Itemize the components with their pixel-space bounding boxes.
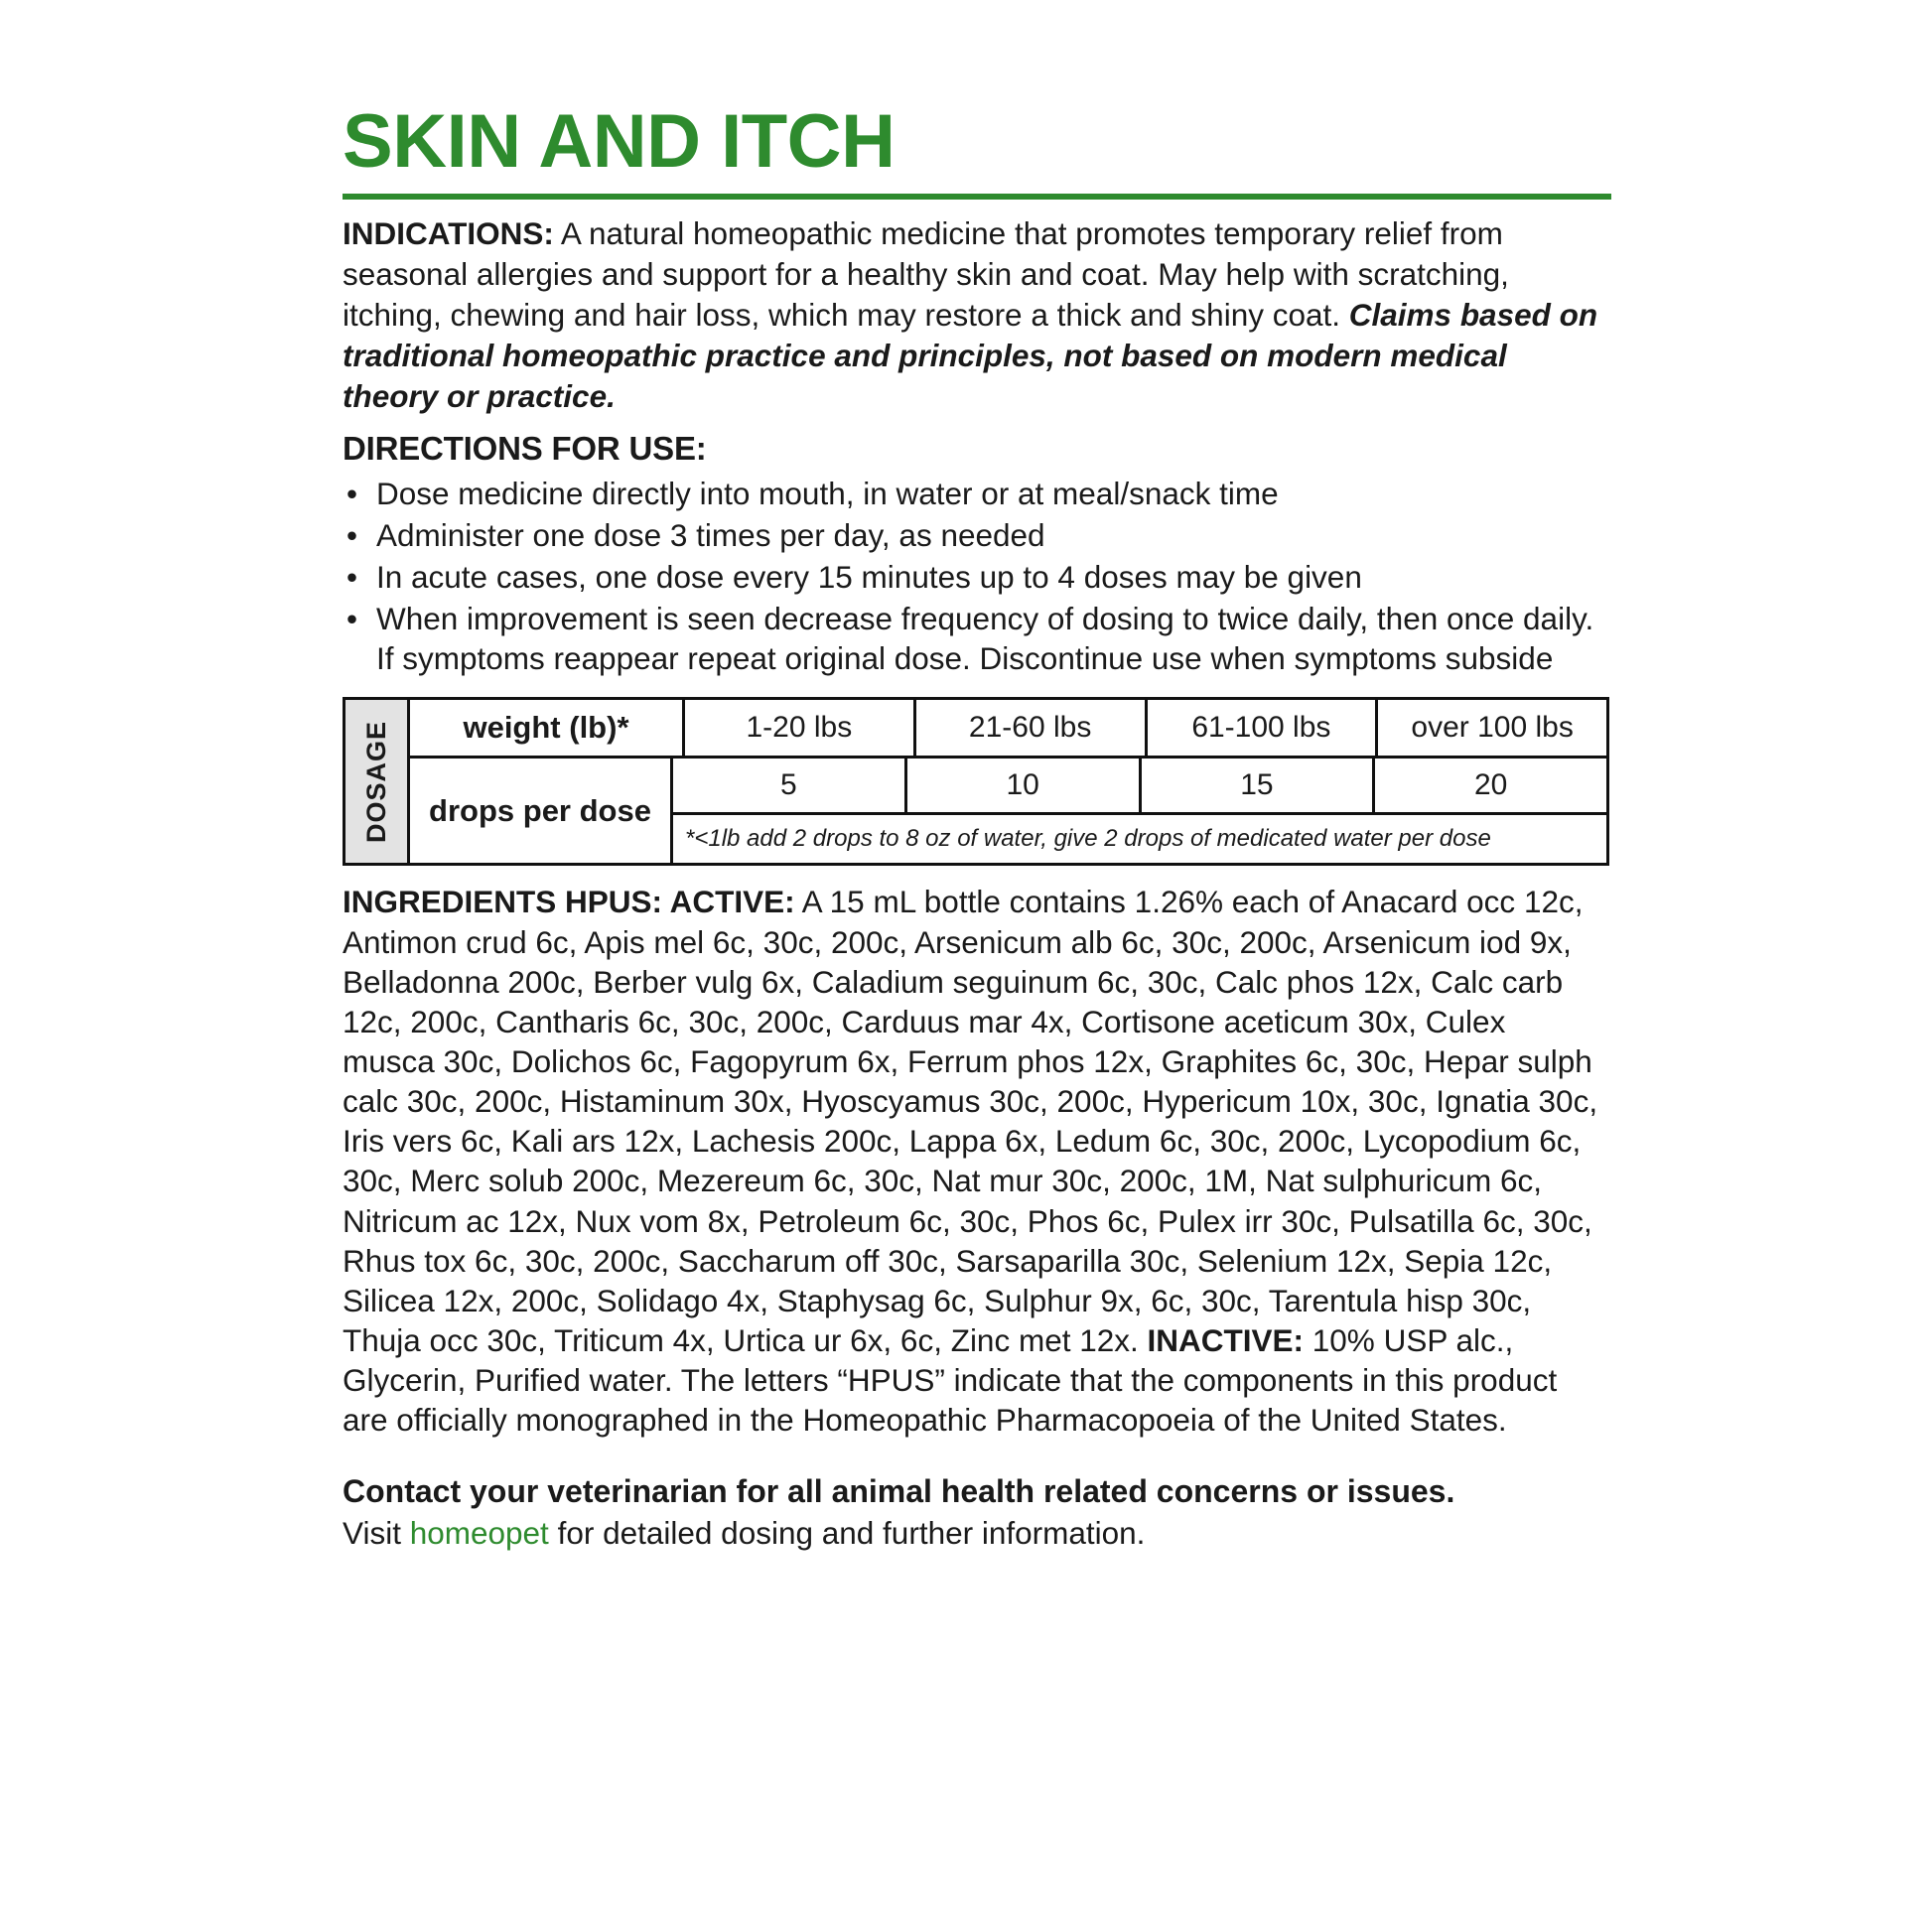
- dosage-grid: [410, 700, 1606, 863]
- indications-text: A natural homeopathic medicine that promotes temporary relief from seasonal allergies and support for a healthy skin and coat. May help with scratching, itching, chewing and hair loss, which may restore a thick and shiny coat.: [343, 215, 1509, 333]
- title-divider: [343, 194, 1611, 200]
- table-row: [673, 759, 1606, 815]
- visit-note: [343, 1513, 1603, 1554]
- page-title: SKIN AND ITCH: [343, 99, 896, 184]
- product-label: [343, 99, 1603, 1554]
- homeopet-link[interactable]: homeopet: [409, 1515, 549, 1552]
- list-item: • Administer one dose 3 times per day, as needed: [343, 515, 1603, 556]
- inactive-label: INACTIVE:: [1147, 1322, 1305, 1359]
- weight-cell: 61-100 lbs: [1148, 700, 1379, 756]
- table-row: [410, 759, 1606, 863]
- visit-suffix: for detailed dosing and further information.: [548, 1515, 1146, 1552]
- weight-row-label: weight (lb)*: [410, 700, 685, 756]
- table-row: [410, 700, 1606, 759]
- drops-cell: 10: [907, 759, 1142, 812]
- drops-cell: 15: [1142, 759, 1376, 812]
- drops-stack: [673, 759, 1606, 863]
- weight-cell: 1-20 lbs: [685, 700, 916, 756]
- indications-paragraph: [343, 213, 1603, 417]
- weight-cell: 21-60 lbs: [916, 700, 1148, 756]
- drops-row-label: drops per dose: [410, 759, 673, 863]
- list-item: • In acute cases, one dose every 15 minutes up to 4 doses may be given: [343, 557, 1603, 598]
- inactive-text: 10% USP alc., Glycerin, Purified water. The letters “HPUS” indicate that the components in this product are officially monographed in the Homeopathic Pharmacopoeia of the United States.: [343, 1322, 1558, 1439]
- active-text: A 15 mL bottle contains 1.26% each of Anacard occ 12c, Antimon crud 6c, Apis mel 6c, 30c, 200c, Arsenicum alb 6c, 30c, 200c, Arsenicum iod 9x, Belladonna 200c, Berber vulg 6x, Caladium seguinum 6c, 30c, Calc phos 12x, Calc carb 12c, 200c, Cantharis 6c, 30c, 200c, Carduus mar 4x, Cortisone aceticum 30x, Culex musca 30c, Dolichos 6c, Fagopyrum 6x, Ferrum phos 12x, Graphites 6c, 30c, Hepar sulph calc 30c, 200c, Histaminum 30x, Hyoscyamus 30c, 200c, Hypericum 10x, 30c, Ignatia 30c, Iris vers 6c, Kali ars 12x, Lachesis 200c, Lappa 6x, Ledum 6c, 30c, 200c, Lycopodium 6c, 30c, Merc solub 200c, Mezereum 6c, 30c, Nat mur 30c, 200c, 1M, Nat sulphuricum 6c, Nitricum ac 12x, Nux vom 8x, Petroleum 6c, 30c, Phos 6c, Pulex irr 30c, Pulsatilla 6c, 30c, Rhus tox 6c, 30c, 200c, Saccharum off 30c, Sarsaparilla 30c, Selenium 12x, Sepia 12c, Silicea 12x, 200c, Solidago 4x, Staphysag 6c, Sulphur 9x, 6c, 30c, Tarentula hisp 30c, Thuja occ 30c, Triticum 4x, Urtica ur 6x, 6c, Zinc met 12x.: [343, 884, 1598, 1359]
- active-label: ACTIVE:: [662, 884, 795, 920]
- directions-list: [343, 474, 1603, 680]
- ingredients-paragraph: [343, 882, 1603, 1440]
- contact-note: Contact your veterinarian for all animal health related concerns or issues.: [343, 1473, 1455, 1510]
- list-item: • When improvement is seen decrease frequency of dosing to twice daily, then once daily. If symptoms reappear repeat original dose. Discontinue use when symptoms subside: [343, 599, 1603, 680]
- directions-heading: DIRECTIONS FOR USE:: [343, 429, 707, 467]
- dosage-tab-label: DOSAGE: [360, 720, 391, 843]
- drops-cell: 20: [1473, 768, 1508, 802]
- dosage-table: [343, 697, 1609, 866]
- indications-heading: INDICATIONS:: [343, 215, 554, 251]
- drops-cell: 5: [673, 759, 907, 812]
- dosage-footnote: *<1lb add 2 drops to 8 oz of water, give 2 drops of medicated water per dose: [685, 825, 1491, 853]
- indications-claims: Claims based on traditional homeopathic practice and principles, not based on modern medical theory or practice.: [343, 296, 1598, 414]
- table-row: [673, 815, 1606, 863]
- visit-prefix: Visit: [343, 1515, 410, 1552]
- dosage-tab: [345, 700, 410, 863]
- list-item: • Dose medicine directly into mouth, in water or at meal/snack time: [343, 474, 1603, 514]
- ingredients-heading: INGREDIENTS HPUS:: [343, 884, 663, 920]
- weight-cell: over 100 lbs: [1411, 711, 1574, 745]
